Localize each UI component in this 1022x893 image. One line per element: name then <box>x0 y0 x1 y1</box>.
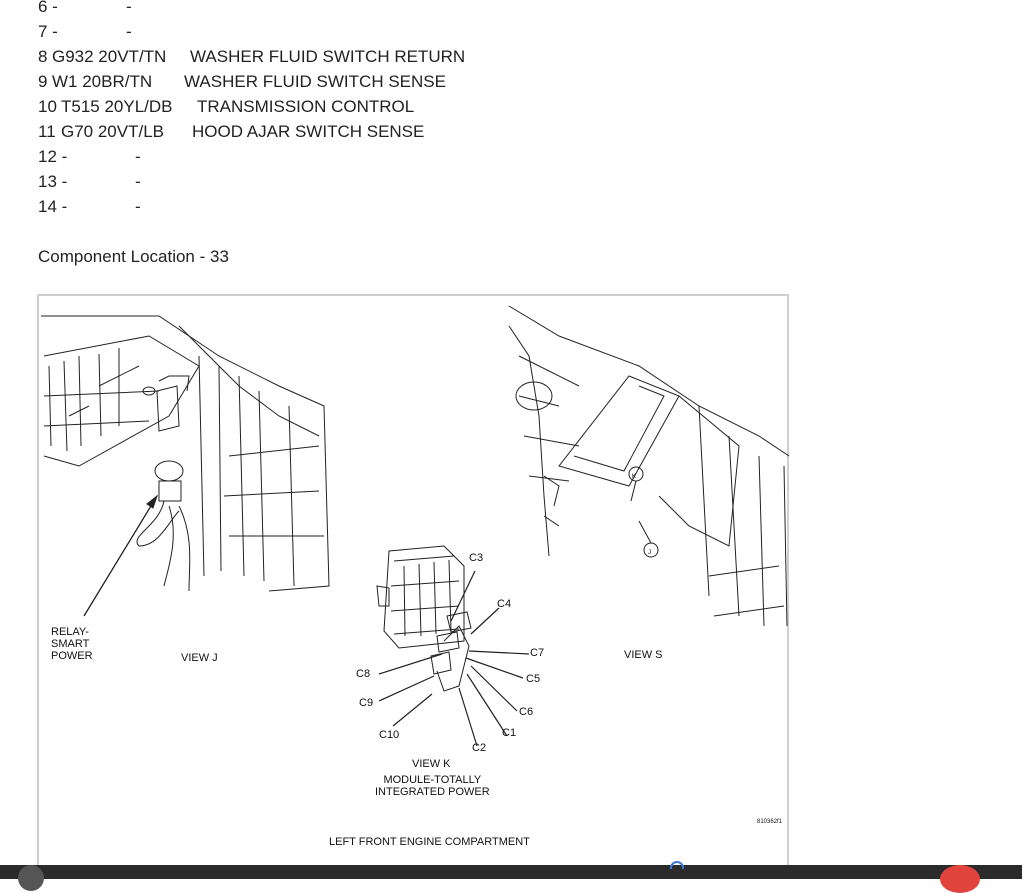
connector-c4-label: C4 <box>497 598 512 610</box>
view-k-label: VIEW K <box>412 758 451 770</box>
relay-label-line: POWER <box>51 650 93 662</box>
relay-label <box>51 626 93 662</box>
callout-j: J <box>648 550 651 556</box>
view-s-label: VIEW S <box>624 649 663 661</box>
view-k-drawing <box>377 546 471 691</box>
connector-c10-label: C10 <box>379 729 400 741</box>
connector-c6-label: C6 <box>519 706 534 718</box>
pin-circuit: T515 20YL/DB <box>61 97 173 116</box>
connector-c1-label: C1 <box>502 727 517 739</box>
pin-number: 11 <box>38 122 56 141</box>
pin-description: - <box>135 172 141 191</box>
pin-number: 12 - <box>38 147 68 166</box>
connector-c7-label: C7 <box>530 647 545 659</box>
scroll-indicator-icon <box>670 861 684 869</box>
pin-description: - <box>126 22 132 41</box>
pin-description: WASHER FLUID SWITCH SENSE <box>184 72 446 91</box>
pin-description: WASHER FLUID SWITCH RETURN <box>190 47 466 66</box>
module-label-line: INTEGRATED POWER <box>375 786 490 798</box>
pin-circuit: G70 20VT/LB <box>61 122 165 141</box>
module-label-line: MODULE-TOTALLY <box>383 774 482 786</box>
view-j-label: VIEW J <box>181 652 218 664</box>
pin-description: - <box>135 147 141 166</box>
pin-description: HOOD AJAR SWITCH SENSE <box>192 122 425 141</box>
pin-number: 9 <box>38 72 48 91</box>
view-j-drawing <box>41 316 329 591</box>
connector-c9-label: C9 <box>359 697 374 709</box>
pin-description: TRANSMISSION CONTROL <box>197 97 415 116</box>
pin-number: 13 - <box>38 172 68 191</box>
figure-ref-code: 810362f1 <box>757 819 783 825</box>
relay-label-line: RELAY- <box>51 626 89 638</box>
pin-description: - <box>135 197 141 216</box>
bottom-bar <box>0 865 1022 879</box>
module-label <box>375 774 490 798</box>
pin-circuit: G932 20VT/TN <box>52 47 167 66</box>
pin-number: 10 <box>38 97 57 116</box>
callout-k: K <box>632 474 637 480</box>
pin-number: 8 <box>38 47 48 66</box>
pin-description: - <box>126 0 132 16</box>
pin-circuit: W1 20BR/TN <box>52 72 153 91</box>
pin-number: 7 - <box>38 22 58 41</box>
view-s-drawing <box>509 306 789 626</box>
component-location-heading: Component Location - 33 <box>38 247 229 266</box>
connector-c5-label: C5 <box>526 673 541 685</box>
connector-c3-label: C3 <box>469 552 484 564</box>
connector-c2-label: C2 <box>472 742 487 754</box>
pin-number: 6 - <box>38 0 58 16</box>
relay-label-line: SMART <box>51 638 90 650</box>
avatar[interactable] <box>18 865 44 891</box>
pin-number: 14 - <box>38 197 68 216</box>
figure-caption: LEFT FRONT ENGINE COMPARTMENT <box>329 836 530 848</box>
connector-c8-label: C8 <box>356 668 371 680</box>
engine-compartment-figure <box>37 294 789 879</box>
action-button[interactable] <box>940 865 980 893</box>
